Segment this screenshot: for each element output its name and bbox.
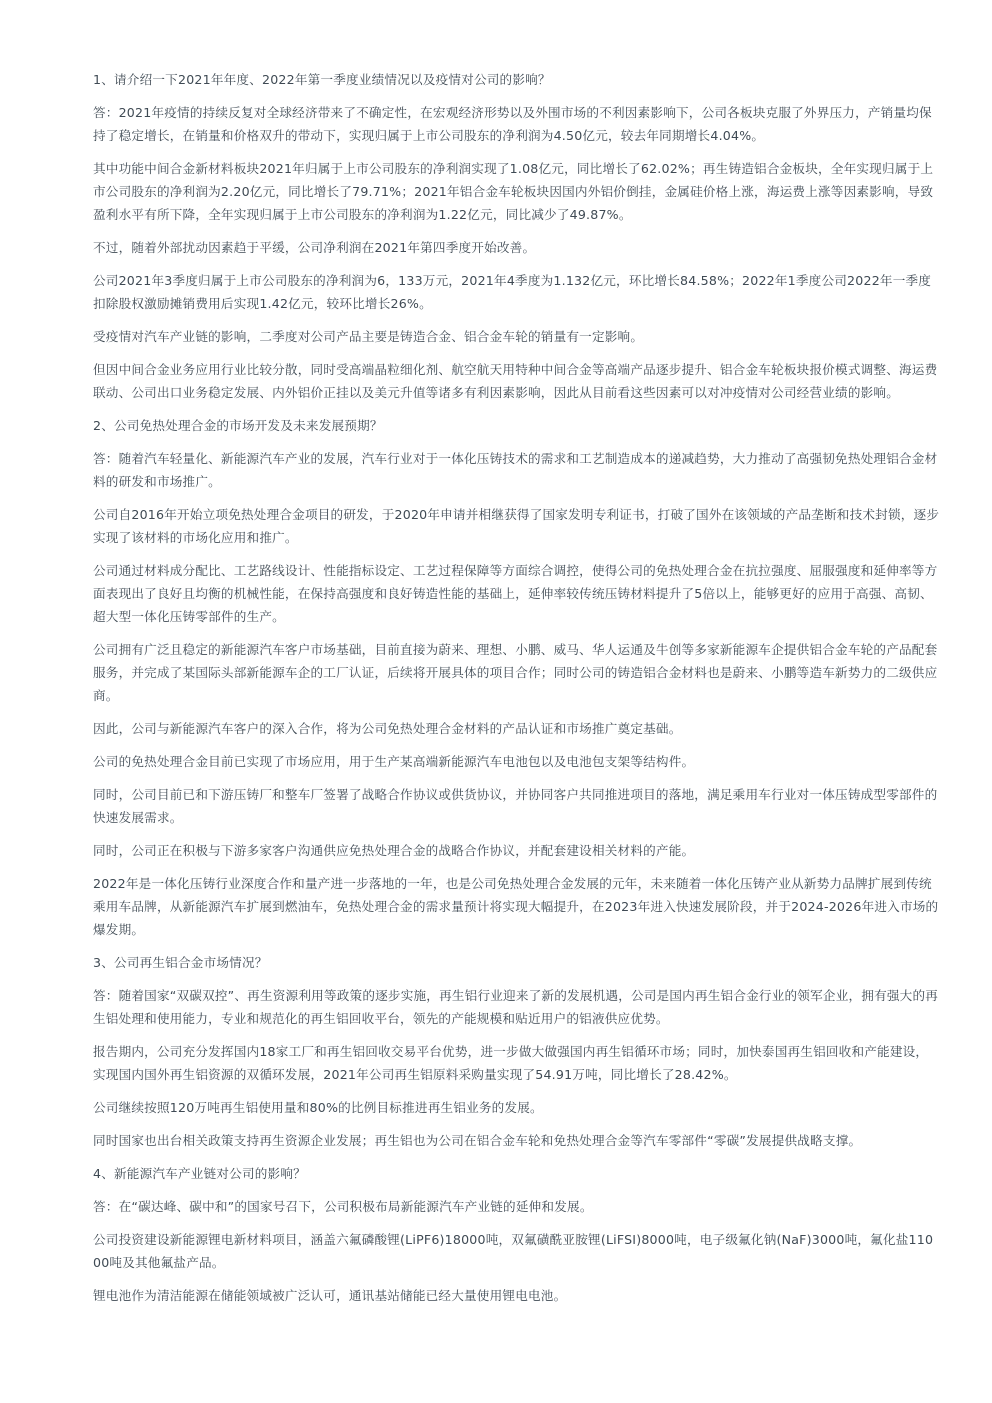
body-paragraph: 但因中间合金业务应用行业比较分散，同时受高端晶粒细化剂、航空航天用特种中间合金等高端产品逐步提升、铝合金车轮板块报价模式调整、海运费联动、公司出口业务稳定发展、内外铝价正挂以及美元升值等诸多有利因素影响，因此从目前看这些因素可以对冲疫情对公司经营业绩的影响。 — [93, 362, 938, 400]
question-heading-2: 2、公司免热处理合金的市场开发及未来发展预期？ — [93, 418, 383, 433]
body-paragraph: 受疫情对汽车产业链的影响，二季度对公司产品主要是铸造合金、铝合金车轮的销量有一定影响。 — [93, 329, 644, 344]
answer-paragraph: 答：随着汽车轻量化、新能源汽车产业的发展，汽车行业对于一体化压铸技术的需求和工艺制造成本的递减趋势，大力推动了高强韧免热处理铝合金材料的研发和市场推广。 — [93, 451, 938, 489]
answer-paragraph: 答：在“碳达峰、碳中和”的国家号召下，公司积极布局新能源汽车产业链的延伸和发展。 — [93, 1199, 593, 1214]
body-paragraph: 因此，公司与新能源汽车客户的深入合作，将为公司免热处理合金材料的产品认证和市场推广奠定基础。 — [93, 721, 682, 736]
body-paragraph: 同时，公司正在积极与下游多家客户沟通供应免热处理合金的战略合作协议，并配套建设相关材料的产能。 — [93, 843, 695, 858]
body-paragraph: 2022年是一体化压铸行业深度合作和量产进一步落地的一年，也是公司免热处理合金发展的元年，未来随着一体化压铸产业从新势力品牌扩展到传统乘用车品牌，从新能源汽车扩展到燃油车，免热处理合金的需求量预计将实现大幅提升，在2023年进入快速发展阶段，并于2024-2026年进入市场的爆发期。 — [93, 876, 939, 937]
question-heading-3: 3、公司再生铝合金市场情况？ — [93, 955, 268, 970]
body-paragraph: 不过，随着外部扰动因素趋于平缓，公司净利润在2021年第四季度开始改善。 — [93, 240, 536, 255]
body-paragraph: 锂电池作为清洁能源在储能领域被广泛认可，通讯基站储能已经大量使用锂电电池。 — [93, 1288, 567, 1303]
body-paragraph: 公司2021年3季度归属于上市公司股东的净利润为6，133万元，2021年4季度为1.132亿元，环比增长84.58%；2022年1季度公司2022年一季度扣除股权激励摊销费用后实现1.42亿元，较环比增长26%。 — [93, 273, 932, 311]
body-paragraph: 公司自2016年开始立项免热处理合金项目的研发，于2020年申请并相继获得了国家发明专利证书，打破了国外在该领域的产品垄断和技术封锁，逐步实现了该材料的市场化应用和推广。 — [93, 507, 940, 545]
body-paragraph: 报告期内，公司充分发挥国内18家工厂和再生铝回收交易平台优势，进一步做大做强国内再生铝循环市场；同时，加快泰国再生铝回收和产能建设，实现国内国外再生铝资源的双循环发展，2021年公司再生铝原料采购量实现了54.91万吨，同比增长了28.42%。 — [93, 1044, 929, 1082]
body-paragraph: 其中功能中间合金新材料板块2021年归属于上市公司股东的净利润实现了1.08亿元，同比增长了62.02%；再生铸造铝合金板块，全年实现归属于上市公司股东的净利润为2.20亿元，同比增长了79.71%；2021年铝合金车轮板块因国内外铝价倒挂，金属硅价格上涨，海运费上涨等因素影响，导致盈利水平有所下降，全年实现归属于上市公司股东的净利润为1.22亿元，同比减少了49.87%。 — [93, 161, 934, 222]
answer-paragraph: 答：随着国家“双碳双控”、再生资源利用等政策的逐步实施，再生铝行业迎来了新的发展机遇，公司是国内再生铝合金行业的领军企业，拥有强大的再生铝处理和使用能力，专业和规范化的再生铝回收平台，领先的产能规模和贴近用户的铝液供应优势。 — [93, 988, 939, 1026]
body-paragraph: 同时，公司目前已和下游压铸厂和整车厂签署了战略合作协议或供货协议，并协同客户共同推进项目的落地，满足乘用车行业对一体压铸成型零部件的快速发展需求。 — [93, 787, 938, 825]
body-paragraph: 同时国家也出台相关政策支持再生资源企业发展；再生铝也为公司在铝合金车轮和免热处理合金等汽车零部件“零碳”发展提供战略支撑。 — [93, 1133, 862, 1148]
question-heading-1: 1、请介绍一下2021年年度、2022年第一季度业绩情况以及疫情对公司的影响？ — [93, 72, 551, 87]
body-paragraph: 公司通过材料成分配比、工艺路线设计、性能指标设定、工艺过程保障等方面综合调控，使得公司的免热处理合金在抗拉强度、屈服强度和延伸率等方面表现出了良好且均衡的机械性能，在保持高强度和良好铸造性能的基础上，延伸率较传统压铸材料提升了5倍以上，能够更好的应用于高强、高韧、超大型一体化压铸零部件的生产。 — [93, 563, 938, 624]
body-paragraph: 公司拥有广泛且稳定的新能源汽车客户市场基础，目前直接为蔚来、理想、小鹏、威马、华人运通及牛创等多家新能源车企提供铝合金车轮的产品配套服务，并完成了某国际头部新能源车企的工厂认证，后续将开展具体的项目合作；同时公司的铸造铝合金材料也是蔚来、小鹏等造车新势力的二级供应商。 — [93, 642, 938, 703]
body-paragraph: 公司投资建设新能源锂电新材料项目，涵盖六氟磷酸锂(LiPF6)18000吨，双氟磺酰亚胺锂(LiFSI)8000吨，电子级氟化钠(NaF)3000吨，氟化盐11000吨及其他氟盐产品。 — [93, 1232, 934, 1270]
body-paragraph: 公司继续按照120万吨再生铝使用量和80%的比例目标推进再生铝业务的发展。 — [93, 1100, 543, 1115]
question-heading-4: 4、新能源汽车产业链对公司的影响？ — [93, 1166, 306, 1181]
body-paragraph: 公司的免热处理合金目前已实现了市场应用，用于生产某高端新能源汽车电池包以及电池包支架等结构件。 — [93, 754, 695, 769]
answer-paragraph: 答：2021年疫情的持续反复对全球经济带来了不确定性，在宏观经济形势以及外围市场的不利因素影响下，公司各板块克服了外界压力，产销量均保持了稳定增长，在销量和价格双升的带动下，实现归属于上市公司股东的净利润为4.50亿元，较去年同期增长4.04%。 — [93, 105, 932, 143]
